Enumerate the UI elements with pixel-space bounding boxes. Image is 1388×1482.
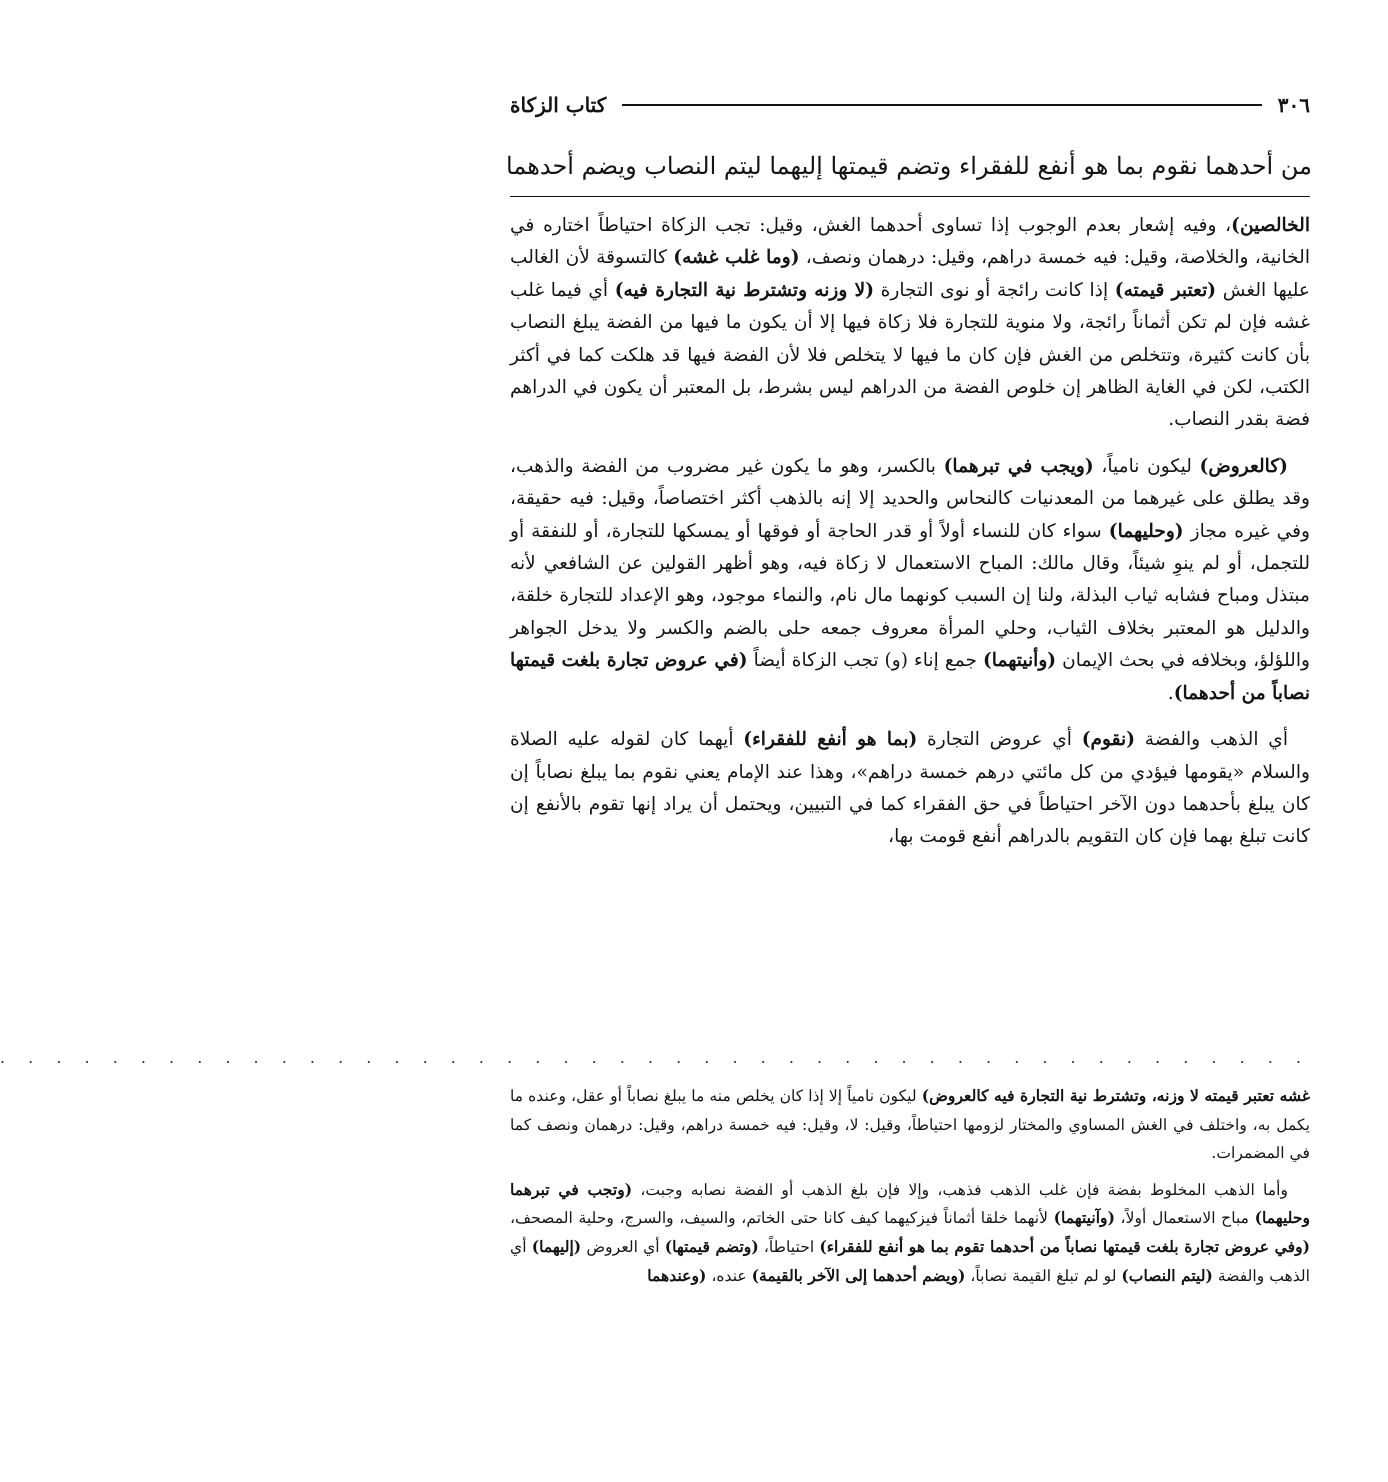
text-segment: لو لم تبلغ القيمة نصاباً، [965,1266,1122,1285]
commentary-paragraph [510,451,1310,710]
text-segment: بالكسر، وهو ما يكون غير مضروب من الفضة والذهب، وقد يطلق على غيرهما من المعدنيات كالنحاس والحديد إلا إنه بالذهب أكثر اختصاصاً، وقيل: فيه حقيقة، وفي غيره مجاز [510,455,1310,542]
text-segment: وأما الذهب المخلوط بفضة فإن غلب الذهب فذهب، وإلا فإن بلغ الذهب أو الفضة نصابه وجبت، [632,1180,1288,1199]
text-segment: ليكون نامياً إلا إذا كان يخلص منه ما يبلغ نصاباً أو عقل، وعنده ما يكمل به، واختلف في الغش المساوي والمختار لزومها احتياطاً، وقيل: لا، وقيل: فيه خمسة دراهم، وقيل: درهمان ونصف كما في المضمرات. [510,1087,1310,1163]
text-segment: أي الذهب والفضة [1135,729,1288,751]
text-segment: أيهما كان لقوله عليه الصلاة والسلام «يقومها فيؤدي من كل مائتي درهم خمسة دراهم»، وهذا عند الإمام يعني نقوم بما يبلغ نصاباً إن كان يبلغ بأحدهما دون الآخر احتياطاً في حق الفقراء كما في التبيين، ويحتمل أن يراد إنها تقوم بالأنفع إن كانت تبلغ بهما فإن كان التقويم بالدراهم أنفع قومت بها، [510,729,1310,848]
footnote-paragraph [510,1176,1310,1290]
text-segment: جمع إناء (و) تجب الزكاة أيضاً [747,650,983,672]
bold-text-segment: (وحليهما) [1108,520,1184,542]
text-segment: أي العروض [581,1237,665,1256]
bold-text-segment: (تعتبر قيمته) [1114,279,1217,301]
book-title: كتاب الزكاة [510,93,607,117]
text-segment: إذا كانت رائجة أو نوى التجارة [874,279,1115,301]
bold-text-segment: (في عروض تجارة بلغت قيمتها نصاباً من أحدهما) [510,650,1310,704]
bold-text-segment: (وتجب في تبرهما وحليهما) [510,1179,1311,1228]
bold-text-segment: غشه تعتبر قيمته لا وزنه، وتشترط نية التجارة فيه كالعروض) [921,1086,1311,1105]
bold-text-segment: (وأنيتهما) [982,650,1057,672]
text-segment: أي عروض التجارة [917,729,1082,751]
page-header [510,88,1310,122]
main-text-line: من أحدهما نقوم بما هو أنفع للفقراء وتضم قيمتها إليهما ليتم النصاب ويضم أحدهما [506,152,1313,180]
commentary-paragraph [510,210,1310,437]
text-segment: لأنهما خلقا أثماناً فيزكيهما كيف كانا حتى الخاتم، والسيف، والسرج، وحلية المصحف، [510,1209,1054,1228]
text-segment: سواء كان للنساء أولاً أو قدر الحاجة أو فوقها أو يمسكها للتجارة، أو للنفقة أو للتجمل، أو لم ينوِ شيئاً، وقال مالك: المباح الاستعمال لا زكاة فيه، وهو أظهر القولين عن الشافعي لأنه مبتذل ومباح فشابه ثياب البذلة، ولنا إن السبب كونهما مال نام، والنماء موجود، وهو الإعداد للتجارة خلقة، والدليل هو المعتبر بخلاف الثياب، وحلي المرأة معروف جمعه حلى بالضم والكسر ولا يدخل الجواهر واللؤلؤ، وبخلافه في بحث الإيمان [510,520,1310,672]
bold-text-segment: (وفي عروض تجارة بلغت قيمتها نصاباً من أحدهما تقوم بما هو أنفع للفقراء) [819,1236,1310,1256]
footnote-paragraph [510,1082,1310,1168]
commentary-body [510,210,1310,868]
text-segment: ، وفيه إشعار بعدم الوجوب إذا تساوى أحدهما الغش، وقيل: تجب الزكاة احتياطاً اختاره في الخانية، والخلاصة، وقيل: فيه خمسة دراهم، وقيل: درهمان ونصف، [510,215,1310,269]
bold-text-segment: الخالصين) [1231,215,1310,236]
bold-text-segment: (وعندهما [647,1265,707,1285]
text-segment: احتياطاً، [758,1237,820,1256]
text-segment: . [1167,682,1174,704]
header-rule [622,104,1262,106]
bold-text-segment: (وآنيتهما) [1053,1208,1115,1228]
text-segment: ليكون نامياً، [1093,455,1200,477]
text-segment: مباح الاستعمال أولاً، [1114,1209,1255,1228]
bold-text-segment: (لا وزنه وتشترط نية التجارة فيه) [614,279,875,301]
text-segment: عنده، [706,1266,752,1285]
bold-text-segment: (وما غلب غشه) [673,247,800,269]
text-segment: كالتسوقة لأن الغالب عليها الغش [510,247,1310,301]
bold-text-segment: (وتضم قيمتها) [664,1236,759,1256]
bold-text-segment: (ويجب في تبرهما) [943,455,1094,477]
bold-text-segment: (إليهما) [531,1236,582,1256]
text-separator [510,196,1310,197]
text-segment: أي الذهب والفضة [510,1237,1310,1285]
bold-text-segment: (كالعروض) [1199,455,1288,477]
bold-text-segment: (نقوم) [1081,729,1136,751]
bold-text-segment: (ويضم أحدهما إلى الآخر بالقيمة) [751,1265,966,1285]
text-segment: أي فيما غلب غشه فإن لم تكن أثماناً رائجة، ولا منوية للتجارة فلا زكاة فيها إلا أن يكون ما فيها من الفضة يبلغ النصاب بأن كانت كثيرة، وتتخلص من الغش فإن كان ما فيها لا يتخلص فلا لأن الفضة فيها قد هلكت كما في أكثر الكتب، لكن في الغاية الظاهر إن خلوص الفضة من الدراهم ليس بشرط، بل المعتبر أن يكون في الدراهم فضة بقدر النصاب. [510,279,1310,431]
footnotes-section [510,1082,1310,1298]
commentary-paragraph [510,724,1310,854]
bold-text-segment: (بما هو أنفع للفقراء) [743,729,918,751]
footnote-divider: . . . . . . . . . . . . . . . . . . . . . . . . . . . . . . . . . . . . . . . . . . . . . . . [0,1048,1310,1067]
page-number: ٣٠٦ [1277,93,1310,117]
bold-text-segment: (ليتم النصاب) [1121,1265,1213,1285]
